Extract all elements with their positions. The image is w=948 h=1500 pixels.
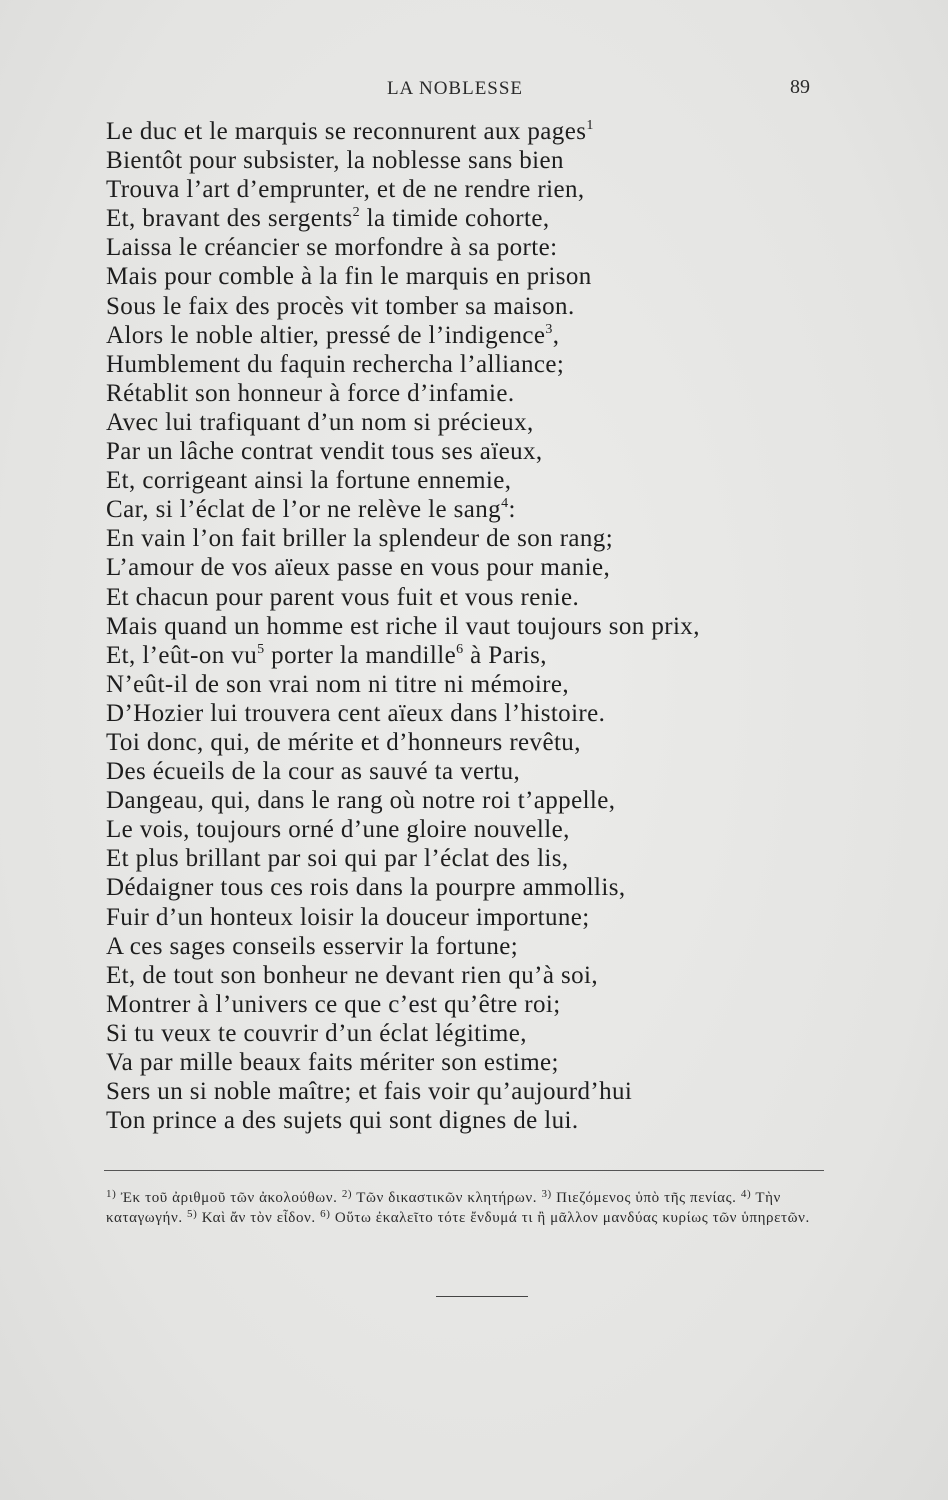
footnote-reference: 2 — [352, 205, 360, 221]
poem-line-text: Des écueils de la cour as sauvé ta vertu, — [106, 758, 521, 786]
poem-line-text: Mais pour comble à la fin le marquis en prison — [106, 263, 592, 291]
poem-line — [106, 262, 846, 291]
poem-line — [106, 175, 846, 204]
poem-line — [106, 612, 846, 641]
poem-line-text: la timide cohorte, — [359, 205, 550, 233]
footnote-reference: 1 — [586, 118, 594, 133]
poem-line — [106, 728, 846, 757]
poem-line — [106, 1106, 846, 1135]
poem-line-text: Mais quand un homme est riche il vaut toujours son prix, — [106, 612, 700, 640]
poem-line-text: Sers un si noble maître; et fais voir qu’aujourd’hui — [106, 1078, 633, 1106]
poem-line-text: A ces sages conseils esservir la fortune; — [106, 932, 519, 960]
poem-line — [106, 1048, 846, 1077]
poem-line — [106, 466, 846, 495]
poem-line — [106, 233, 846, 262]
poem-line-text: Le vois, toujours orné d’une gloire nouvelle, — [106, 816, 570, 844]
poem-line-text: Et, corrigeant ainsi la fortune ennemie, — [106, 467, 512, 495]
poem-line — [106, 321, 846, 350]
poem-line — [106, 437, 846, 466]
poem-line — [106, 1019, 846, 1048]
poem-line-text: Toi donc, qui, de mérite et d’honneurs revêtu, — [106, 728, 581, 756]
poem-line — [106, 524, 846, 553]
poem-line-text: Dédaigner tous ces rois dans la pourpre ammollis, — [106, 874, 626, 902]
poem-line — [106, 117, 846, 146]
footnotes — [106, 1188, 826, 1228]
footnote-separator — [104, 1170, 824, 1171]
footnote-marker-3: 3) — [541, 1188, 552, 1200]
poem-line-text: Dangeau, qui, dans le rang où notre roi t’appelle, — [106, 787, 616, 815]
poem-text — [106, 117, 846, 1135]
poem-line — [106, 641, 846, 670]
footnote-6: Οὕτω ἐκαλεῖτο τότε ἔνδυμά τι ἢ μᾶλλον μανδύας κυρίως τῶν ὑπηρετῶν. — [334, 1210, 810, 1226]
poem-line — [106, 757, 846, 786]
poem-line — [106, 990, 846, 1019]
poem-line — [106, 583, 846, 612]
page-number: 89 — [790, 76, 810, 98]
end-rule — [436, 1296, 528, 1297]
poem-line — [106, 815, 846, 844]
poem-line-text: Avec lui trafiquant d’un nom si précieux, — [106, 408, 534, 436]
poem-line-text: N’eût-il de son vrai nom ni titre ni mémoire, — [106, 670, 570, 698]
poem-line — [106, 873, 846, 902]
running-header-title: LA NOBLESSE — [386, 78, 524, 99]
poem-line-text: D’Hozier lui trouvera cent aïeux dans l’histoire. — [106, 699, 606, 727]
poem-line — [106, 961, 846, 990]
poem-line — [106, 844, 846, 873]
poem-line — [106, 408, 846, 437]
footnote-marker-1: 1) — [106, 1188, 117, 1200]
poem-line — [106, 670, 846, 699]
poem-line-text: Et plus brillant par soi qui par l’éclat des lis, — [106, 845, 569, 873]
poem-line — [106, 292, 846, 321]
poem-line-text: En vain l’on fait briller la splendeur de son rang; — [106, 525, 614, 553]
poem-line-text: porter la mandille — [264, 641, 457, 669]
footnote-marker-2: 2) — [341, 1188, 353, 1200]
poem-line-text: Laissa le créancier se morfondre à sa porte: — [106, 234, 558, 262]
poem-line — [106, 553, 846, 582]
poem-line-text: Si tu veux te couvrir d’un éclat légitime, — [106, 1019, 527, 1047]
footnote-4: Τὴν καταγωγήν. — [106, 1190, 781, 1226]
poem-line — [106, 699, 846, 728]
poem-line-text: Humblement du faquin rechercha l’alliance; — [106, 350, 565, 378]
poem-line-text: Et chacun pour parent vous fuit et vous renie. — [106, 583, 580, 611]
poem-line-text: , — [552, 321, 560, 349]
footnote-marker-5: 5) — [187, 1208, 198, 1220]
poem-line — [106, 204, 846, 233]
poem-line-text: Fuir d’un honteux loisir la douceur importune; — [106, 903, 590, 931]
footnote-1: Ἐκ τοῦ ἀριθμοῦ τῶν ἀκολούθων. — [120, 1190, 338, 1206]
poem-line-text: Ton prince a des sujets qui sont dignes de lui. — [106, 1107, 579, 1135]
poem-line-text: Et, l’eût-on vu — [106, 641, 258, 669]
poem-line-text: Car, si l’éclat de l’or ne relève le sang — [106, 496, 502, 524]
poem-line-text: Rétablit son honneur à force d’infamie. — [106, 379, 515, 407]
footnote-reference: 3 — [545, 321, 553, 337]
footnote-2: Τῶν δικαστικῶν κλητήρων. — [356, 1190, 538, 1206]
footnote-marker-6: 6) — [320, 1208, 331, 1220]
poem-line-text: Trouva l’art d’emprunter, et de ne rendre rien, — [106, 176, 585, 204]
poem-line-text: Et, bravant des sergents — [106, 205, 353, 233]
footnote-reference: 4 — [501, 496, 509, 512]
footnote-reference: 6 — [456, 641, 464, 657]
footnote-5: Καὶ ἄν τὸν εἶδον. — [201, 1210, 316, 1226]
footnote-marker-4: 4) — [740, 1188, 752, 1200]
poem-line-text: Montrer à l’univers ce que c’est qu’être roi; — [106, 990, 561, 1018]
poem-line — [106, 786, 846, 815]
footnote-3: Πιεζόμενος ὑπὸ τῆς πενίας. — [556, 1190, 737, 1206]
poem-line-text: Et, de tout son bonheur ne devant rien qu’à soi, — [106, 961, 599, 989]
poem-line-text: Sous le faix des procès vit tomber sa maison. — [106, 292, 575, 320]
poem-line — [106, 932, 846, 961]
poem-line-text: Le duc et le marquis se reconnurent aux pages — [106, 118, 587, 145]
poem-line-text: à Paris, — [463, 641, 547, 669]
poem-line-text: Par un lâche contrat vendit tous ses aïeux, — [106, 438, 543, 466]
poem-line-text: L’amour de vos aïeux passe en vous pour manie, — [106, 554, 611, 582]
poem-line-text: Bientôt pour subsister, la noblesse sans bien — [106, 147, 564, 175]
poem-line-text: Va par mille beaux faits mériter son estime; — [106, 1049, 559, 1076]
poem-line — [106, 379, 846, 408]
footnote-reference: 5 — [257, 641, 265, 657]
poem-line — [106, 350, 846, 379]
poem-line — [106, 903, 846, 932]
poem-line-text: Alors le noble altier, pressé de l’indigence — [106, 321, 546, 349]
poem-line — [106, 146, 846, 175]
poem-line-text: : — [508, 496, 516, 524]
poem-line — [106, 1077, 846, 1106]
poem-line — [106, 495, 846, 524]
